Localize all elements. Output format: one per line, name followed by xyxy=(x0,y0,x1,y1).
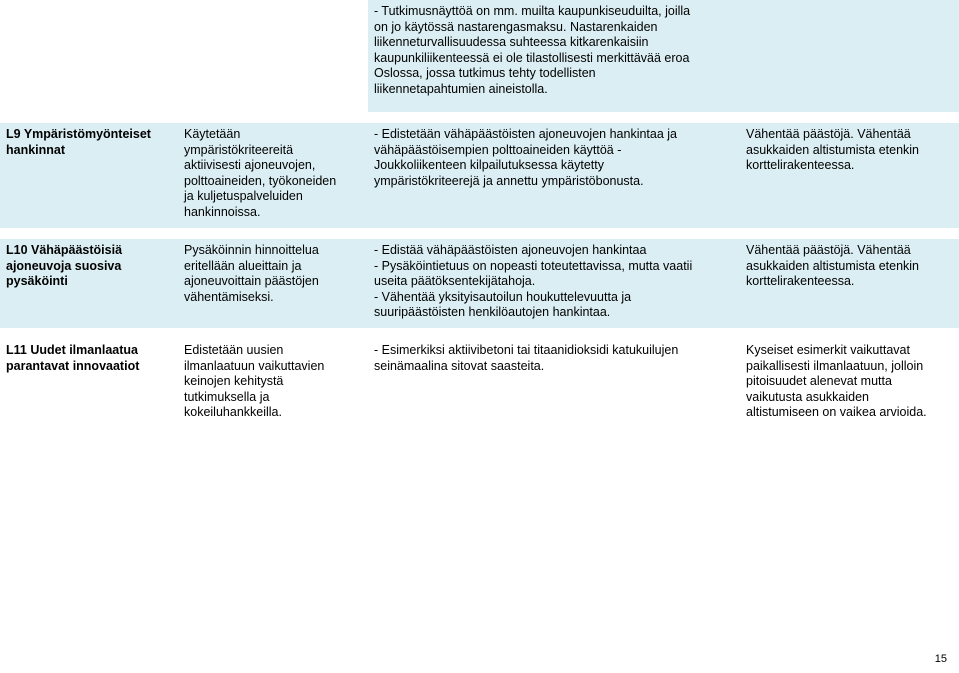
text-line: - Vähentää yksityisautoilun houkuttelevuutta ja xyxy=(374,289,632,304)
text-line: parantavat innovaatiot xyxy=(6,358,140,373)
text-line: Joukkoliikenteen kilpailutuksessa käytetty xyxy=(374,158,604,172)
impact-notes-cell xyxy=(368,239,740,328)
impact-notes-cell xyxy=(368,0,740,112)
text-line: on jo käytössä nastarengasmaksu. Nastarenkaiden xyxy=(374,19,658,34)
effect-cell xyxy=(740,339,959,427)
measure-name-cell xyxy=(0,339,178,427)
text-line: hankinnat xyxy=(6,142,66,157)
text-line: L9 Ympäristömyönteiset xyxy=(6,127,151,141)
text-line: L10 Vähäpäästöisiä xyxy=(6,243,123,257)
table-row xyxy=(0,339,959,427)
text-line: eritellään alueittain ja xyxy=(184,258,302,273)
text-line: hankinnoissa. xyxy=(184,204,261,219)
effect-cell xyxy=(740,239,959,328)
text-line: L11 Uudet ilmanlaatua xyxy=(6,343,138,357)
text-line: asukkaiden altistumista etenkin xyxy=(746,142,920,157)
page-number: 15 xyxy=(934,653,947,665)
text-line: liikennetapahtumien aineistolla. xyxy=(374,81,548,96)
text-line: ympäristökriteerejä ja annettu ympäristöbonusta. xyxy=(374,173,644,188)
table-row xyxy=(0,239,959,328)
measure-name-cell xyxy=(0,123,178,228)
effect-cell xyxy=(740,0,959,112)
text-line: ajoneuvoittain päästöjen xyxy=(184,274,319,288)
text-line: ja kuljetuspalveluiden xyxy=(184,189,303,203)
text-line: Kyseiset esimerkit vaikuttavat xyxy=(746,343,910,357)
text-line: kokeiluhankkeilla. xyxy=(184,405,282,419)
text-line: Edistetään uusien xyxy=(184,343,284,357)
text-line: pysäköinti xyxy=(6,274,68,288)
text-line: asukkaiden altistumista etenkin xyxy=(746,258,920,273)
text-line: altistumiseen on vaikea arvioida. xyxy=(746,405,927,419)
text-line: - Edistää vähäpäästöisten ajoneuvojen hankintaa xyxy=(374,243,647,257)
text-line: tutkimuksella ja xyxy=(184,389,270,404)
text-line: keinojen kehitystä xyxy=(184,374,284,388)
text-line: pitoisuudet alenevat mutta xyxy=(746,374,892,388)
text-line: liikenneturvallisuudessa suhteessa kitkarenkaisiin xyxy=(374,35,649,49)
text-line: ympäristökriteereitä xyxy=(184,142,294,157)
text-line: paikallisesti ilmanlaatuun, jolloin xyxy=(746,358,924,373)
text-line: aktiivisesti ajoneuvojen, xyxy=(184,158,316,172)
text-line: kaupunkiliikenteessä ei ole tilastollisesti merkittävää eroa xyxy=(374,50,690,65)
measure-name-cell xyxy=(0,0,178,112)
text-line: seinämaalina sitovat saasteita. xyxy=(374,358,545,373)
measure-description-cell xyxy=(178,339,368,427)
text-line: useita päätöksentekijätahoja. xyxy=(374,274,536,288)
text-line: - Tutkimusnäyttöä on mm. muilta kaupunkiseuduilta, joilla xyxy=(374,4,691,18)
text-line: - Pysäköintietuus on nopeasti toteutettavissa, mutta vaatii xyxy=(374,258,693,273)
text-line: - Edistetään vähäpäästöisten ajoneuvojen hankintaa ja xyxy=(374,127,677,141)
text-line: vaikutusta asukkaiden xyxy=(746,389,869,404)
text-line: korttelirakenteessa. xyxy=(746,274,855,288)
text-line: Oslossa, jossa tutkimus tehty todellisten xyxy=(374,66,596,80)
impact-notes-cell xyxy=(368,123,740,228)
measure-name-cell xyxy=(0,239,178,328)
text-line: - Esimerkiksi aktiivibetoni tai titaanidioksidi katukuilujen xyxy=(374,343,679,357)
table-row xyxy=(0,123,959,228)
text-line: ajoneuvoja suosiva xyxy=(6,258,122,273)
text-line: ilmanlaatuun vaikuttavien xyxy=(184,358,325,373)
effect-cell xyxy=(740,123,959,228)
text-line: korttelirakenteessa. xyxy=(746,158,855,172)
impact-notes-cell xyxy=(368,339,740,427)
measure-description-cell xyxy=(178,123,368,228)
table-row xyxy=(0,0,959,112)
measure-description-cell xyxy=(178,0,368,112)
text-line: Vähentää päästöjä. Vähentää xyxy=(746,127,911,141)
text-line: vähentämiseksi. xyxy=(184,289,274,304)
text-line: polttoaineiden, työkoneiden xyxy=(184,173,337,188)
text-line: Käytetään xyxy=(184,127,241,141)
text-line: suuripäästöisten henkilöautojen hankintaa. xyxy=(374,305,611,319)
text-line: Pysäköinnin hinnoittelua xyxy=(184,243,319,257)
text-line: vähäpäästöisempien polttoaineiden käyttöä - xyxy=(374,142,622,157)
text-line: Vähentää päästöjä. Vähentää xyxy=(746,243,911,257)
measure-description-cell xyxy=(178,239,368,328)
